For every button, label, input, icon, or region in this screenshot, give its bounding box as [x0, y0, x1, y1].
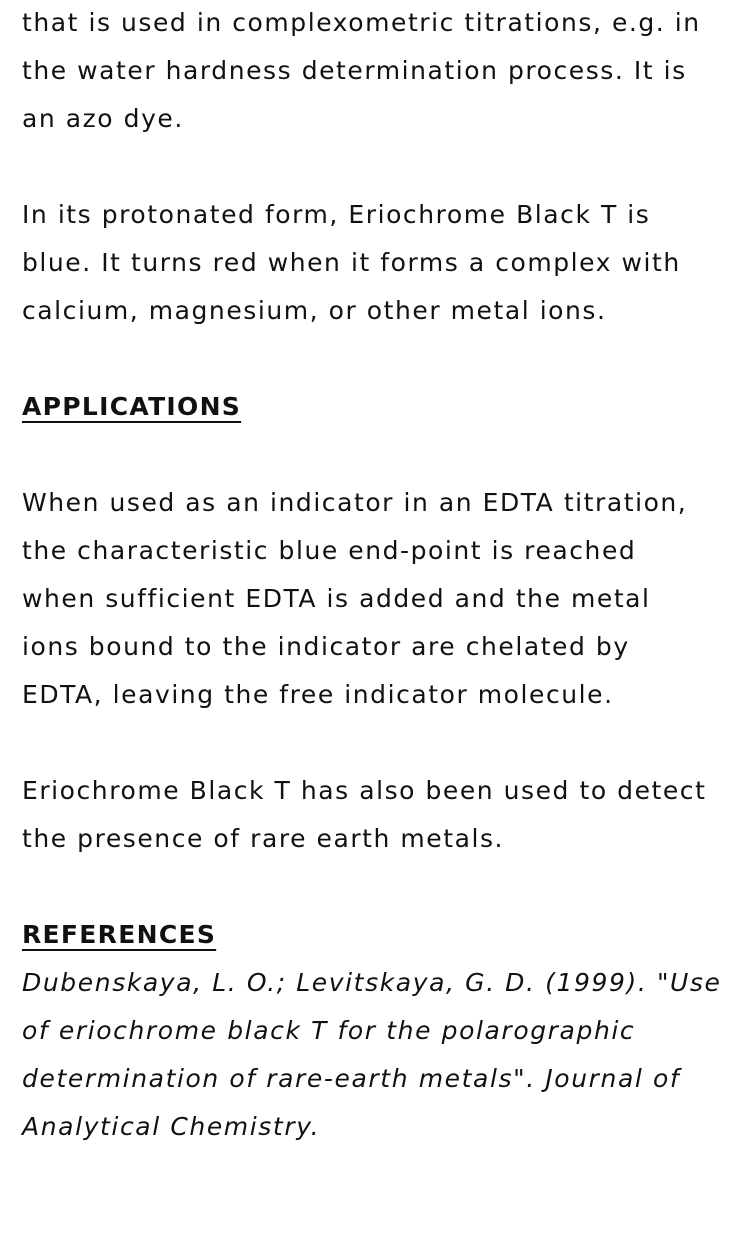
paragraph-spacer [22, 431, 730, 479]
references-heading: REFERENCES [22, 920, 217, 949]
text-line: an azo dye. [22, 104, 184, 133]
text-line: blue. It turns red when it forms a complex with [22, 248, 681, 277]
text-line: the presence of rare earth metals. [22, 824, 505, 853]
citation-line: Dubenskaya, L. O.; Levitskaya, G. D. (1999). "Use [22, 968, 722, 997]
text-line: Eriochrome Black T has also been used to detect [22, 776, 707, 805]
text-line: when sufficient EDTA is added and the metal [22, 584, 651, 613]
applications-heading: APPLICATIONS [22, 392, 242, 421]
reference-citation [22, 959, 730, 1151]
paragraph-spacer [22, 143, 730, 191]
text-line: the water hardness determination process. It is [22, 56, 687, 85]
paragraph-spacer [22, 863, 730, 911]
intro-paragraph [22, 0, 730, 143]
text-line: EDTA, leaving the free indicator molecule. [22, 680, 614, 709]
applications-paragraph-2 [22, 767, 730, 863]
text-line: In its protonated form, Eriochrome Black T is [22, 200, 651, 229]
applications-paragraph-1 [22, 479, 730, 719]
paragraph-spacer [22, 719, 730, 767]
text-line: ions bound to the indicator are chelated by [22, 632, 630, 661]
citation-line: Analytical Chemistry. [22, 1112, 321, 1141]
citation-line: determination of rare-earth metals". Journal of [22, 1064, 681, 1093]
text-line: calcium, magnesium, or other metal ions. [22, 296, 607, 325]
text-line: that is used in complexometric titrations, e.g. in [22, 8, 701, 37]
references-heading-row [22, 911, 730, 959]
text-line: the characteristic blue end-point is reached [22, 536, 637, 565]
text-line: When used as an indicator in an EDTA titration, [22, 488, 688, 517]
paragraph-spacer [22, 335, 730, 383]
protonated-form-paragraph [22, 191, 730, 335]
applications-heading-row [22, 383, 730, 431]
citation-line: of eriochrome black T for the polarographic [22, 1016, 636, 1045]
